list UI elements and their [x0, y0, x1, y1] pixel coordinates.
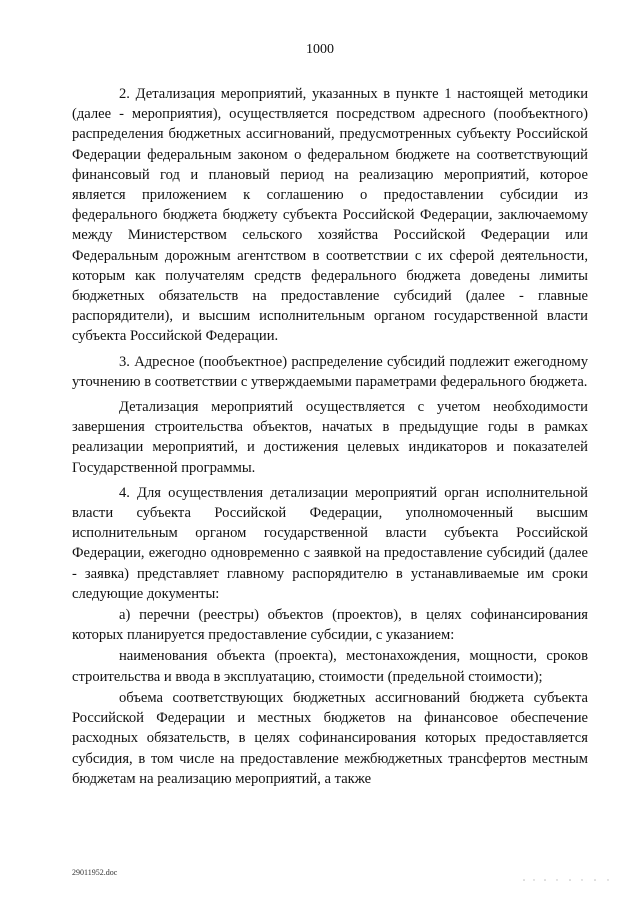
paragraph-3-address-distribution: 3. Адресное (пообъектное) распределение субсидий подлежит ежегодному уточнению в соответствии с утверждаемыми параметрами федерального бюджета.	[72, 353, 588, 390]
paragraph-4-documents: 4. Для осуществления детализации мероприятий орган исполнительной власти субъекта Российской Федерации, уполномоченный высшим исполнительным органом государственной власти субъекта Российской Федерации, ежегодно одновременно с заявкой на предоставление субсидий (далее - заявка) представляет главному распорядителю в устанавливаемые им сроки следующие документы:	[72, 484, 588, 602]
document-body	[72, 84, 588, 790]
footer-filename: 29011952.doc	[72, 868, 118, 877]
paragraph-object-details: наименования объекта (проекта), местонахождения, мощности, сроков строительства и ввода в эксплуатацию, стоимости (предельной стоимости);	[72, 648, 588, 685]
paragraph-a-object-lists: а) перечни (реестры) объектов (проектов), в целях софинансирования которых планируется предоставление субсидии, с указанием:	[72, 607, 588, 644]
paragraph-budget-volume: объема соответствующих бюджетных ассигнований бюджета субъекта Российской Федерации и местных бюджетов на финансовое обеспечение расходных обязательств, в целях софинансирования которых предоставляется субсидия, в том числе на предоставление межбюджетных трансфертов местным бюджетам на реализацию мероприятий, а также	[72, 689, 588, 787]
scan-noise-marks	[520, 877, 620, 883]
paragraph-detailing-completion: Детализация мероприятий осуществляется с учетом необходимости завершения строительства объектов, начатых в предыдущие годы в рамках реализации мероприятий, и достижения целевых индикаторов и показателей Государственной программы.	[72, 399, 588, 476]
paragraph-2-detailing: 2. Детализация мероприятий, указанных в пункте 1 настоящей методики (далее - мероприятия), осуществляется посредством адресного (пообъектного) распределения бюджетных ассигнований, предусмотренных субъекту Российской Федерации федеральным законом о федеральном бюджете на соответствующий финансовый год и плановый период на реализацию мероприятий, которое является приложением к соглашению о предоставлении субсидии из федерального бюджета бюджету субъекта Российской Федерации, заключаемому между Министерством сельского хозяйства Российской Федерации или Федеральным дорожным агентством в соответствии с их сферой деятельности, которым как получателям средств федерального бюджета доведены лимиты бюджетных обязательств на предоставление субсидий (далее - главные распорядители), и высшим исполнительным органом государственной власти субъекта Российской Федерации.	[72, 86, 588, 345]
page-number: 1000	[306, 42, 334, 57]
